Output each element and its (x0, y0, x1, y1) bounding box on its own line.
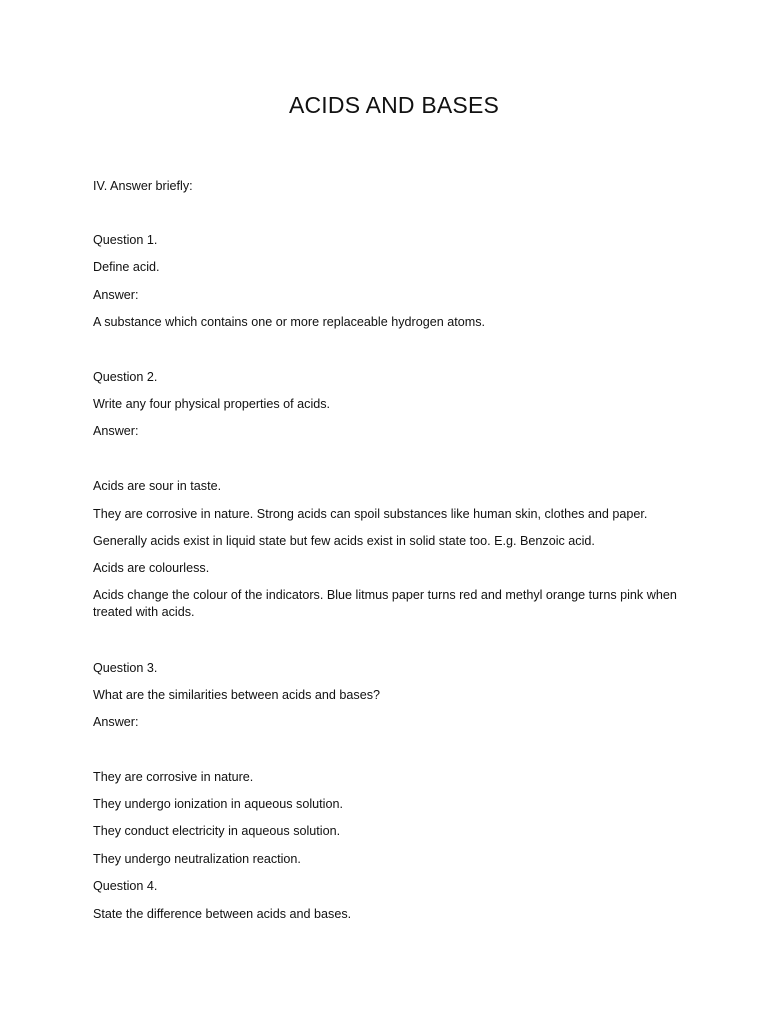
answer-point: Generally acids exist in liquid state but few acids exist in solid state too. E.g. Benzoic acid. (93, 534, 595, 548)
question-2-text: Write any four physical properties of acids. (93, 397, 331, 411)
question-2-answer-label: Answer: (93, 424, 139, 438)
question-3-text: What are the similarities between acids and bases? (93, 688, 381, 702)
question-4-text: State the difference between acids and bases. (93, 907, 352, 921)
document-title: ACIDS AND BASES (288, 92, 500, 118)
answer-point: They are corrosive in nature. (93, 770, 254, 784)
answer-point: They undergo neutralization reaction. (93, 852, 301, 866)
answer-point: They undergo ionization in aqueous solution. (93, 797, 343, 811)
question-1-answer-label: Answer: (93, 288, 139, 302)
question-3-label: Question 3. (93, 661, 158, 675)
answer-point: They are corrosive in nature. Strong acids can spoil substances like human skin, clothes and paper. (93, 507, 648, 521)
question-1-answer: A substance which contains one or more replaceable hydrogen atoms. (93, 315, 486, 329)
question-1-text: Define acid. (93, 260, 160, 274)
answer-point: Acids are sour in taste. (93, 479, 222, 493)
question-4-label: Question 4. (93, 879, 158, 893)
question-2-label: Question 2. (93, 370, 158, 384)
answer-point: Acids are colourless. (93, 561, 210, 575)
question-1-label: Question 1. (93, 233, 158, 247)
section-heading: IV. Answer briefly: (93, 179, 193, 193)
answer-point: They conduct electricity in aqueous solution. (93, 824, 341, 838)
answer-point: Acids change the colour of the indicators. Blue litmus paper turns red and methyl orange turns pink when treated with acids. (93, 588, 677, 619)
question-3-answer-label: Answer: (93, 715, 139, 729)
